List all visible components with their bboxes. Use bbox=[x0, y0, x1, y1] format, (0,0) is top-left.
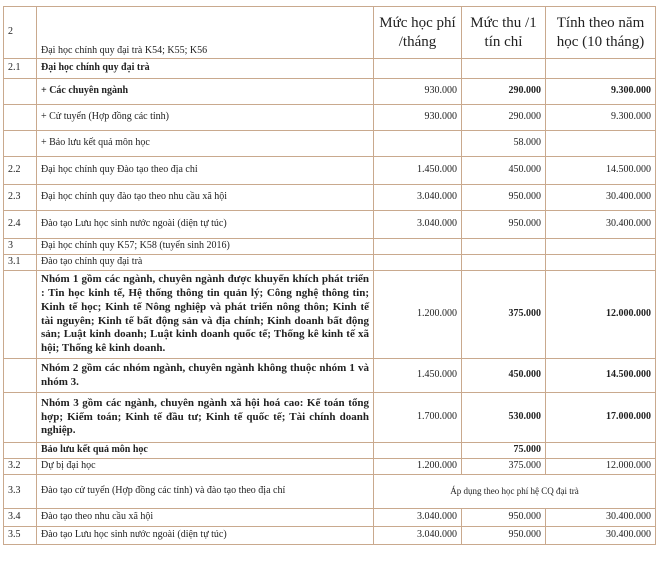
annual-fee-cell: 14.500.000 bbox=[546, 359, 656, 393]
table-row bbox=[4, 131, 656, 157]
annual-fee-cell bbox=[546, 255, 656, 271]
row-description: Nhóm 2 gồm các nhóm ngành, chuyên ngành không thuộc nhóm 1 và nhóm 3. bbox=[37, 359, 374, 393]
row-number: 3.4 bbox=[4, 509, 37, 527]
tuition-fee-table bbox=[3, 6, 656, 545]
row-number: 3 bbox=[4, 239, 37, 255]
annual-fee-cell: 9.300.000 bbox=[546, 105, 656, 131]
section-number: 2 bbox=[4, 7, 37, 59]
per-credit-cell: 530.000 bbox=[462, 393, 546, 443]
annual-fee-cell: 12.000.000 bbox=[546, 271, 656, 359]
row-number: 3.2 bbox=[4, 459, 37, 475]
monthly-fee-cell bbox=[374, 255, 462, 271]
annual-fee-cell: 30.400.000 bbox=[546, 509, 656, 527]
monthly-fee-cell: 3.040.000 bbox=[374, 527, 462, 545]
table-row bbox=[4, 443, 656, 459]
table-row-group-3 bbox=[4, 393, 656, 443]
row-number bbox=[4, 443, 37, 459]
per-credit-cell bbox=[462, 239, 546, 255]
per-credit-cell: 290.000 bbox=[462, 105, 546, 131]
table-row-group-1 bbox=[4, 271, 656, 359]
per-credit-cell: 58.000 bbox=[462, 131, 546, 157]
section-title: Đại học chính quy đại trà K54; K55; K56 bbox=[37, 7, 374, 59]
monthly-fee-cell: 930.000 bbox=[374, 79, 462, 105]
monthly-fee-cell: 930.000 bbox=[374, 105, 462, 131]
row-description: + Bảo lưu kết quả môn học bbox=[37, 131, 374, 157]
per-credit-cell bbox=[462, 255, 546, 271]
row-description: Đào tạo theo nhu cầu xã hội bbox=[37, 509, 374, 527]
monthly-fee-cell bbox=[374, 443, 462, 459]
per-credit-cell: 950.000 bbox=[462, 211, 546, 239]
table-row bbox=[4, 239, 656, 255]
row-number bbox=[4, 131, 37, 157]
row-description: + Các chuyên ngành bbox=[37, 79, 374, 105]
row-description: Đại học chính quy Đào tạo theo địa chỉ bbox=[37, 157, 374, 185]
per-credit-cell: 290.000 bbox=[462, 79, 546, 105]
annual-fee-cell: 14.500.000 bbox=[546, 157, 656, 185]
annual-fee-cell: 9.300.000 bbox=[546, 79, 656, 105]
monthly-fee-cell bbox=[374, 239, 462, 255]
table-row bbox=[4, 509, 656, 527]
table-row bbox=[4, 255, 656, 271]
row-description: Đào tạo cử tuyển (Hợp đồng các tỉnh) và đào tạo theo địa chỉ bbox=[37, 475, 374, 509]
table-row bbox=[4, 59, 656, 79]
monthly-fee-cell: 1.200.000 bbox=[374, 271, 462, 359]
header-row bbox=[4, 7, 656, 59]
row-description: Đại học chính quy đào tạo theo nhu cầu xã hội bbox=[37, 185, 374, 211]
row-description: Đại học chính quy K57; K58 (tuyển sinh 2016) bbox=[37, 239, 374, 255]
column-header-per-credit: Mức thu /1 tín chỉ bbox=[462, 7, 546, 59]
table-row bbox=[4, 475, 656, 509]
per-credit-cell: 950.000 bbox=[462, 509, 546, 527]
per-credit-cell: 950.000 bbox=[462, 527, 546, 545]
row-description: Nhóm 1 gồm các ngành, chuyên ngành được khuyến khích phát triển : Tin học kinh tế, Hệ thống thông tin quản lý; Công nghệ thông tin; Kinh tế học; Kinh tế Nông nghiệp và phát triển nông thôn; Kinh tế tài nguyên; Kinh tế bất động sản và địa chính; Kinh doanh bất động sản; Luật kinh doanh; Luật kinh doanh quốc tế; Thống kê kinh tế xã hội; Thống kê kinh doanh. bbox=[37, 271, 374, 359]
per-credit-cell: 75.000 bbox=[462, 443, 546, 459]
row-number: 3.3 bbox=[4, 475, 37, 509]
monthly-fee-cell: 1.450.000 bbox=[374, 359, 462, 393]
monthly-fee-cell bbox=[374, 131, 462, 157]
table-row bbox=[4, 185, 656, 211]
row-description: Đào tạo chính quy đại trà bbox=[37, 255, 374, 271]
row-description: Đào tạo Lưu học sinh nước ngoài (diện tự túc) bbox=[37, 527, 374, 545]
column-header-monthly-fee: Mức học phí /tháng bbox=[374, 7, 462, 59]
annual-fee-cell: 12.000.000 bbox=[546, 459, 656, 475]
row-description: + Cử tuyển (Hợp đồng các tỉnh) bbox=[37, 105, 374, 131]
row-number bbox=[4, 105, 37, 131]
annual-fee-cell bbox=[546, 239, 656, 255]
table-row bbox=[4, 157, 656, 185]
annual-fee-cell bbox=[546, 59, 656, 79]
monthly-fee-cell: 3.040.000 bbox=[374, 185, 462, 211]
row-number: 2.2 bbox=[4, 157, 37, 185]
row-description: Đại học chính quy đại trà bbox=[37, 59, 374, 79]
per-credit-cell bbox=[462, 59, 546, 79]
row-number bbox=[4, 79, 37, 105]
per-credit-cell: 950.000 bbox=[462, 185, 546, 211]
row-description: Đào tạo Lưu học sinh nước ngoài (diện tự túc) bbox=[37, 211, 374, 239]
table-row-group-2 bbox=[4, 359, 656, 393]
annual-fee-cell bbox=[546, 131, 656, 157]
annual-fee-cell: 17.000.000 bbox=[546, 393, 656, 443]
per-credit-cell: 375.000 bbox=[462, 459, 546, 475]
per-credit-cell: 450.000 bbox=[462, 359, 546, 393]
per-credit-cell: 375.000 bbox=[462, 271, 546, 359]
row-number bbox=[4, 359, 37, 393]
monthly-fee-cell bbox=[374, 59, 462, 79]
per-credit-cell: 450.000 bbox=[462, 157, 546, 185]
table-row bbox=[4, 105, 656, 131]
monthly-fee-cell: 1.450.000 bbox=[374, 157, 462, 185]
table-row bbox=[4, 79, 656, 105]
column-header-annual: Tính theo năm học (10 tháng) bbox=[546, 7, 656, 59]
note-cell: Áp dụng theo học phí hệ CQ đại trà bbox=[374, 475, 656, 509]
monthly-fee-cell: 3.040.000 bbox=[374, 211, 462, 239]
row-description: Nhóm 3 gồm các ngành, chuyên ngành xã hội hoá cao: Kế toán tổng hợp; Kiểm toán; Kinh tế đầu tư; Kinh tế quốc tế; Tài chính doanh nghiệp. bbox=[37, 393, 374, 443]
row-number: 2.1 bbox=[4, 59, 37, 79]
row-number: 2.4 bbox=[4, 211, 37, 239]
annual-fee-cell: 30.400.000 bbox=[546, 211, 656, 239]
annual-fee-cell bbox=[546, 443, 656, 459]
row-description: Bảo lưu kết quả môn học bbox=[37, 443, 374, 459]
monthly-fee-cell: 1.200.000 bbox=[374, 459, 462, 475]
row-number bbox=[4, 271, 37, 359]
row-number: 3.1 bbox=[4, 255, 37, 271]
row-number: 3.5 bbox=[4, 527, 37, 545]
annual-fee-cell: 30.400.000 bbox=[546, 185, 656, 211]
monthly-fee-cell: 1.700.000 bbox=[374, 393, 462, 443]
monthly-fee-cell: 3.040.000 bbox=[374, 509, 462, 527]
table-row bbox=[4, 527, 656, 545]
row-number bbox=[4, 393, 37, 443]
table-row bbox=[4, 459, 656, 475]
annual-fee-cell: 30.400.000 bbox=[546, 527, 656, 545]
row-description: Dự bị đại học bbox=[37, 459, 374, 475]
table-row bbox=[4, 211, 656, 239]
row-number: 2.3 bbox=[4, 185, 37, 211]
